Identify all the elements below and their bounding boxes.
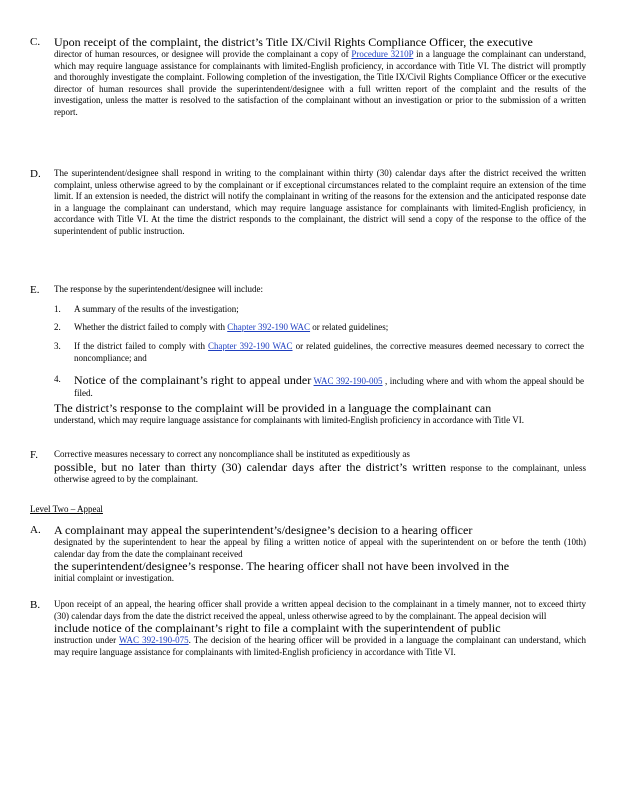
wac-link-075[interactable]: WAC 392-190-075 <box>119 635 189 646</box>
item-c-lead: Upon receipt of the complaint, the district’s Title IX/Civil Rights Compliance Officer, the executive <box>54 35 533 49</box>
item-e-closing <box>54 402 584 427</box>
subitem-1-text: A summary of the results of the investigation; <box>74 304 239 314</box>
item-c-text2: in a language the complainant can understand, which may require language assistance for complainants with limited-English proficiency, in accordance with Title VI. The district will promptly and thoroughly investigate the complaint. Following completion of the investigation, the Title IX/Civil Rights Compliance Officer or the executive director of human resources shall provide the superintendent/designee with a full written report of the complaint and the results of the investigation, unless the matter is resolved to the satisfaction of the complainant without an investigation or prior to the submission of a written report. <box>54 49 587 117</box>
section-heading-text: Level Two – Appeal <box>30 504 103 514</box>
item-f-body <box>54 449 586 486</box>
item-c <box>30 36 586 119</box>
item-c-text1: director of human resources, or designee will provide the complainant a copy of <box>54 49 349 59</box>
appeal-b-text1: Upon receipt of an appeal, the hearing officer shall provide a written appeal decision to the complainant in a timely manner, not to exceed thirty (30) calendar days from the date the district received the appeal, unless otherwise agreed to by the complainant. The appeal decision will <box>54 599 586 621</box>
appeal-b-text3: . The decision of the hearing officer will be provided in a language the complainant can understand, which may require language assistance for complainants with limited-English proficiency in accordance with Title VI. <box>54 635 586 657</box>
subitem-3-num: 3. <box>54 341 61 351</box>
item-e <box>30 284 586 296</box>
appeal-a-lead: A complainant may appeal the superintendent’s/designee’s decision to a hearing officer <box>54 523 473 537</box>
appeal-a-lead2: the superintendent/designee’s response. The hearing officer shall not have been involved in the <box>54 559 510 574</box>
item-d-letter: D. <box>30 168 41 180</box>
subitem-4-body <box>74 374 584 399</box>
item-e-text: The response by the superintendent/designee will include: <box>54 284 263 294</box>
appeal-b-body <box>54 599 586 658</box>
item-d-text: The superintendent/designee shall respond in writing to the complainant within thirty (30) calendar days after the district received the written complaint, unless otherwise agreed to by the complainant or if exceptional circumstances related to the complaint require an extension of the time limit. If an extension is needed, the district will notify the complainant in writing of the reasons for the extension and the anticipated response date in a language the complainant can understand, which may require language assistance for complainants with limited-English proficiency, in accordance with Title VI. At the time the district responds to the complainant, the district will send a copy of the response to the office of the superintendent of public instruction. <box>54 168 586 236</box>
item-f-text1: Corrective measures necessary to correct any noncompliance shall be instituted as expeditiously as <box>54 449 410 459</box>
subitem-3-pre: If the district failed to comply with <box>74 341 205 351</box>
appeal-b <box>30 599 586 658</box>
subitem-2-body <box>74 322 584 334</box>
subitem-4-post: , including where and with whom the appeal should be filed. <box>74 376 585 398</box>
subitem-1 <box>54 304 584 316</box>
appeal-a-letter: A. <box>30 524 41 536</box>
procedure-link[interactable]: Procedure 3210P <box>351 49 414 59</box>
item-c-body <box>54 36 586 119</box>
item-e-closing-lead: The district’s response to the complaint will be provided in a language the complainant can <box>54 401 492 415</box>
section-heading <box>30 504 103 514</box>
item-f-lead: possible, but no later than thirty (30) calendar days after the district’s written <box>54 459 447 474</box>
chapter-link-2[interactable]: Chapter 392-190 WAC <box>208 341 293 351</box>
item-e-letter: E. <box>30 284 40 296</box>
subitem-4-num: 4. <box>54 374 61 384</box>
appeal-a <box>30 524 586 585</box>
appeal-a-text2: initial complaint or investigation. <box>54 573 174 584</box>
item-f-letter: F. <box>30 449 38 461</box>
appeal-b-lead: include notice of the complainant’s right to file a complaint with the superintendent of public <box>54 621 501 636</box>
item-d <box>30 168 586 238</box>
item-e-closing-rest: understand, which may require language assistance for complainants with limited-English proficiency in accordance with Title VI. <box>54 415 524 425</box>
item-f-text2: response to the complainant, unless otherwise agreed to by the complainant. <box>54 462 586 485</box>
appeal-b-text2: instruction under <box>54 635 117 646</box>
appeal-a-text1: designated by the superintendent to hear the appeal by filing a written notice of appeal with the superintendent on or before the tenth (10th) calendar day from the date the complainant received <box>54 537 586 559</box>
subitem-2-pre: Whether the district failed to comply with <box>74 322 225 332</box>
item-f <box>30 449 586 486</box>
subitem-3-body <box>74 341 584 364</box>
chapter-link-1[interactable]: Chapter 392-190 WAC <box>227 322 311 332</box>
subitem-3-post: or related guidelines, the corrective measures deemed necessary to correct the noncompliance; and <box>74 341 584 363</box>
appeal-a-body <box>54 524 586 585</box>
subitem-2-post: or related guidelines; <box>312 322 389 332</box>
item-c-letter: C. <box>30 36 41 48</box>
subitem-3 <box>54 341 584 364</box>
subitem-4-pre: Notice of the complainant’s right to appeal under <box>74 373 312 387</box>
subitem-2 <box>54 322 584 334</box>
subitem-2-num: 2. <box>54 322 61 332</box>
appeal-b-letter: B. <box>30 599 41 611</box>
subitem-1-num: 1. <box>54 304 61 314</box>
wac-link-005[interactable]: WAC 392-190-005 <box>313 376 383 386</box>
subitem-4 <box>54 374 584 399</box>
